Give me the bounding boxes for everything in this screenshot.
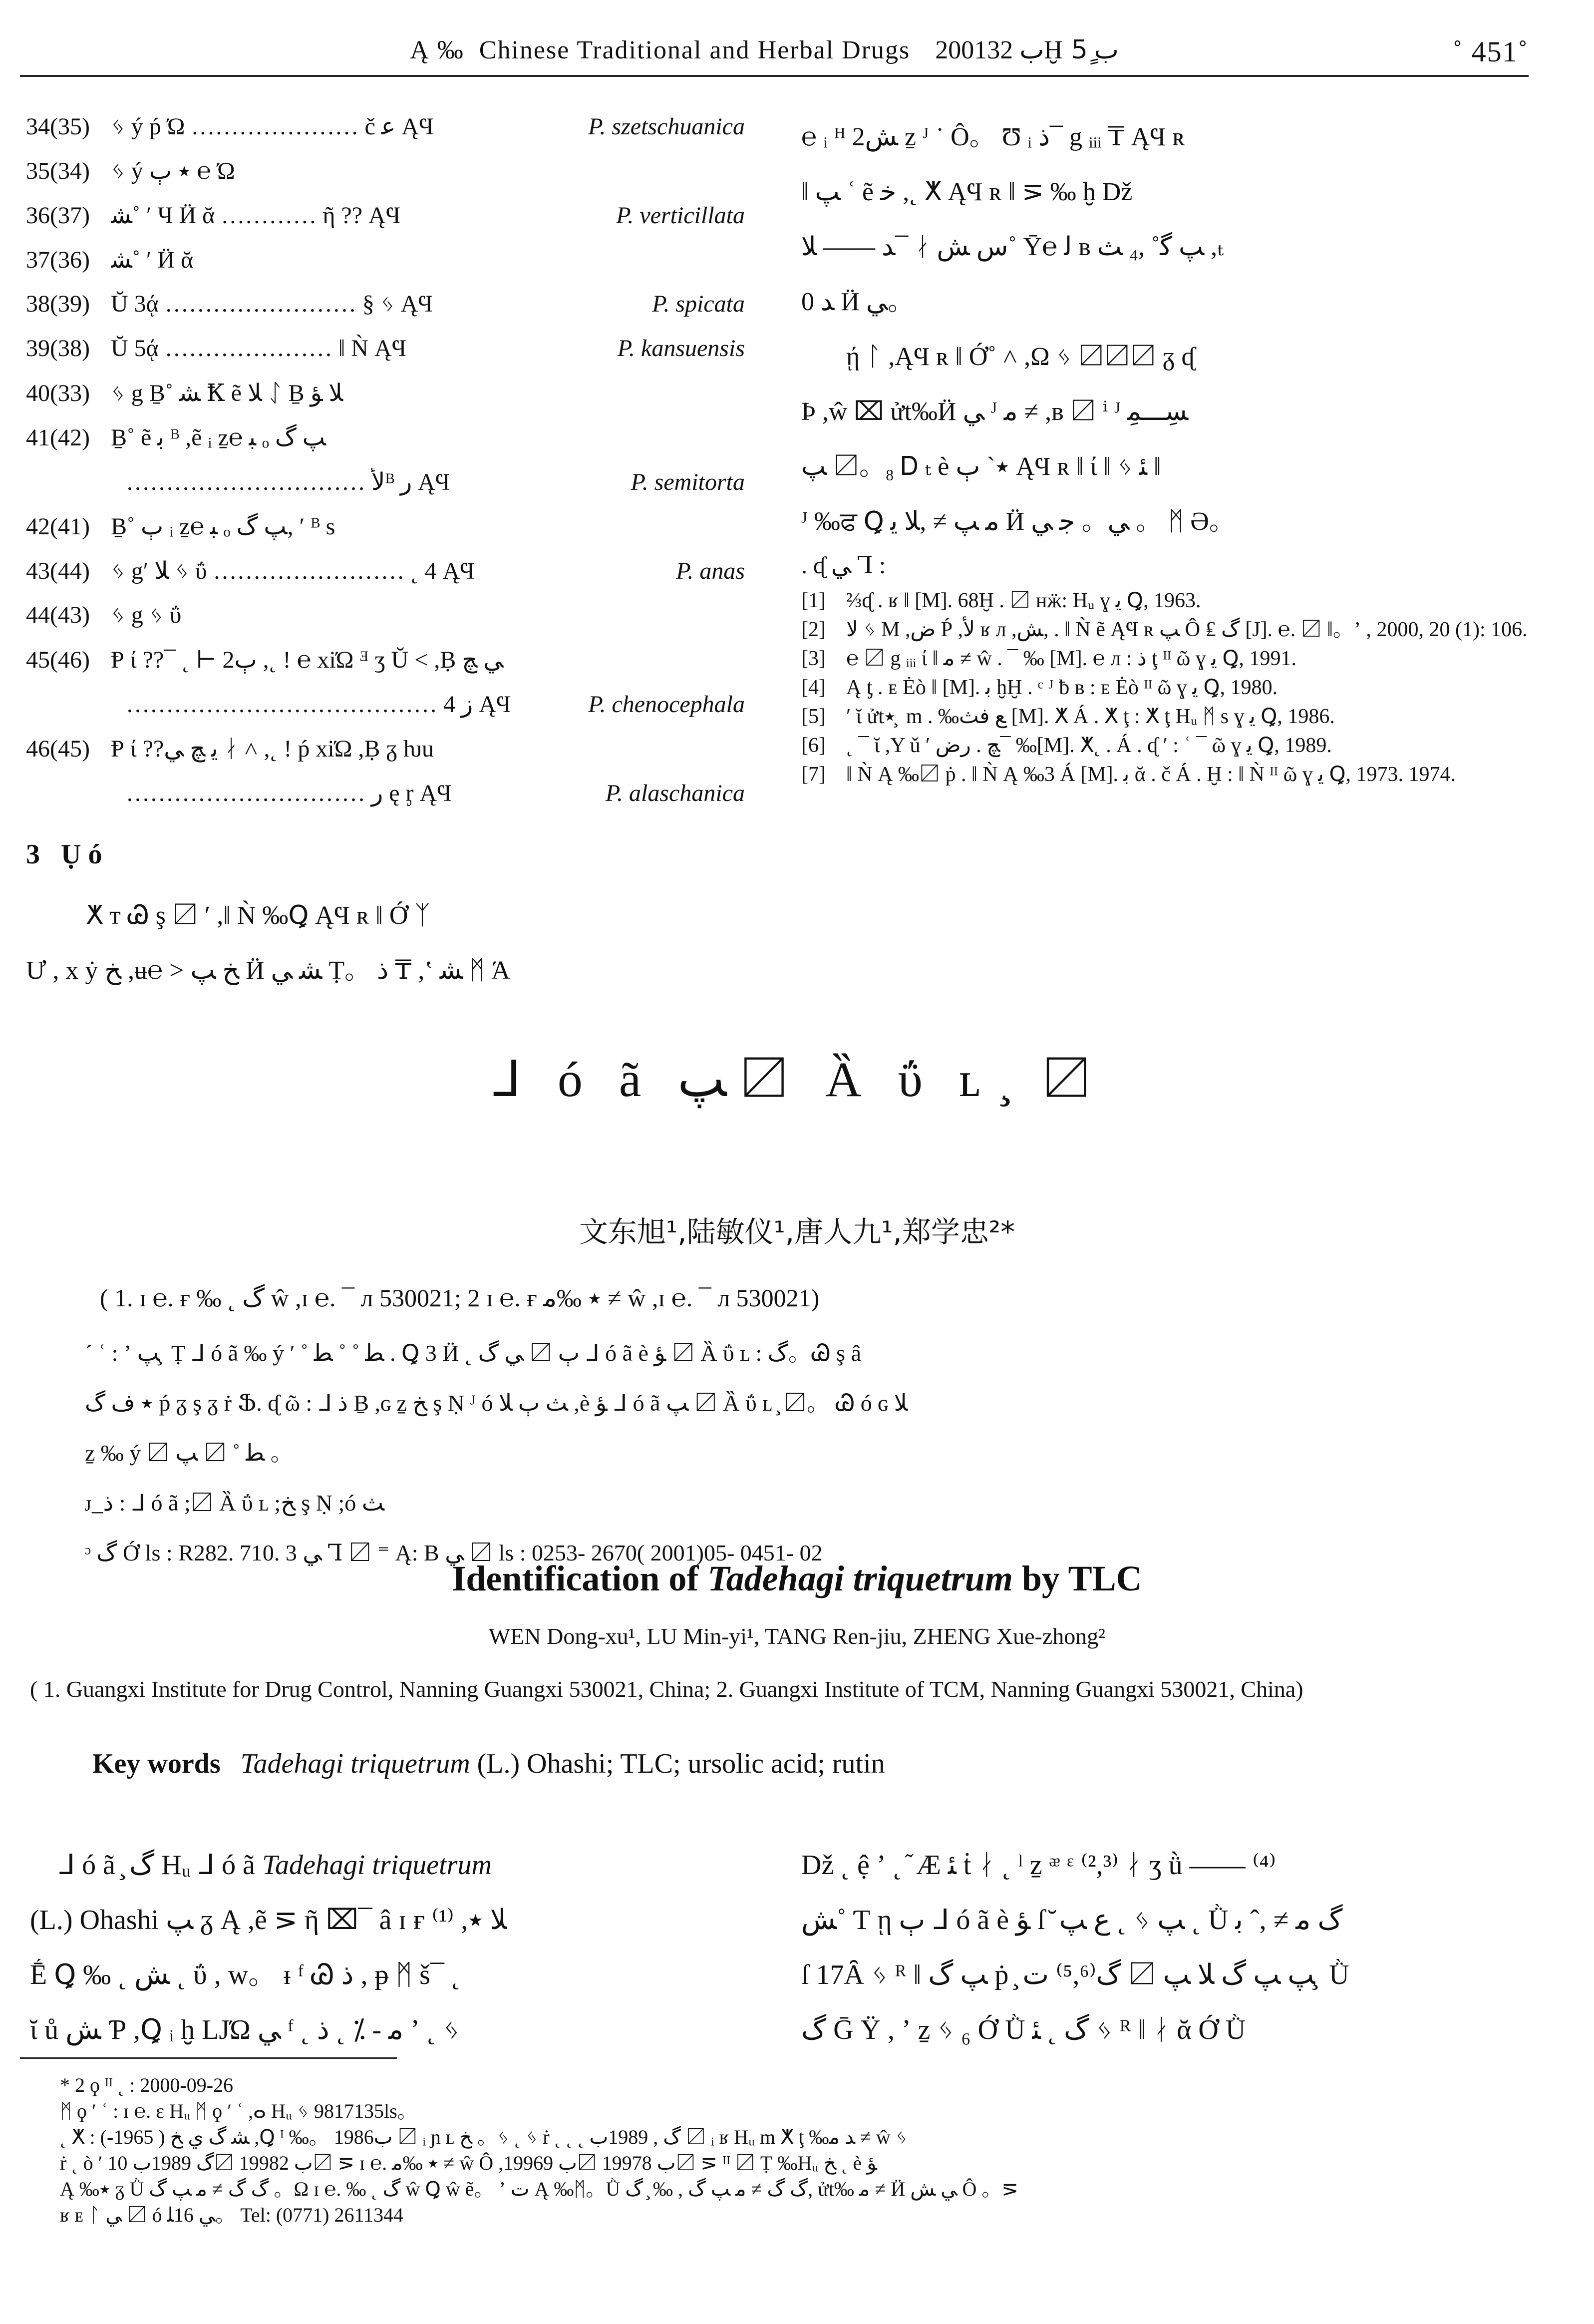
key-row (26, 557, 745, 601)
section-3-heading (26, 838, 745, 888)
header-rule (20, 75, 1529, 77)
key-number: 38(39) (26, 291, 90, 317)
english-affiliation: ( 1. Guangxi Institute for Drug Control, Nanning Guangxi 530021, China; 2. Guangxi Institute of TCM, Nanning Guangxi 530021, China) (30, 1676, 1303, 1702)
key-text: ………………………… ﺭ ę ᶉ ĄϤ (126, 780, 452, 806)
reference-number: [6] (801, 734, 826, 757)
key-number: 41(42) (26, 424, 90, 451)
keywords-species: Tadehagi triquetrum (240, 1748, 470, 1779)
key-species: P. chenocephala (588, 691, 745, 718)
abstract-line: ٭ ﻑ ﮒ ṕ ᵹ ş ᵹ ṙ Ֆ. ᶑ ῶ : ᒧ ﺫ Ḇ ,ɢ ẕ ﺦ ş Ṇ ᴶ ó ﺚ ٻ ﻼ ,è ﺆ ᒧ ó ã ﭗ 〼 Ȁ ΰ ʟ ̧ 〼。 Ꮚ ó ɢ ﻼ (85, 1390, 908, 1416)
key-text: ᛃ g ᛃ ΰ (111, 602, 182, 628)
right-text-line: ℮ ᵢ ᴴ ﺶ2 ẕ ᴶ ˙ Ô。 Ʊ ᵢ ﺫ¯ g ᵢᵢᵢ ₸ ĄϤ ʀ (801, 123, 1185, 151)
key-number: 39(38) (26, 335, 90, 362)
english-title-species: Tadehagi triquetrum (707, 1558, 1013, 1598)
key-row (26, 468, 745, 512)
body-line: Dž ˛ ệ ʼ ˛ ᷉ Æ ﺌ ṫ ᛅ ˛ ˡ ẕ ᵆ ᵋ ⁽²,³⁾ ᛅ ʒ ǜ —— ⁽⁴⁾ (801, 1850, 1276, 1881)
reference-item (801, 644, 1528, 673)
body-line: ﮒ Ḡ Ÿ , ʼ ẕ ᛃ ₆ Ớ Ǜ ﮒ ˛ ﺌ ᛃ ᴿ ǁ ᛅ ᾰ Ớ Ǜ (801, 2014, 1246, 2045)
footnote-line: Ą ‰٭ ᵹ Ǜ ﮒ ﮒ ≠ ﻣ ﭗ ﮒ 。Ω ɪ ℮. ‰ ˛ ﮒ ŵ Ꝗ ŵ ẽ。 ʼ ﺕ Ą ‰ᛗ。Ǜ ﮒ ﮒ ≠ ﻣ ﭗ ﮒ , ‰ ̧ ﮒ, ửt‰ ﻣ ≠ Ӥ ﻲ ﺶ Ô 。⋝ (60, 2178, 1018, 2200)
key-number: 35(34) (26, 158, 90, 184)
body-text: ᒧ ó ã ̧ ﮒ Hᵤ ᒧ ó ã (58, 1850, 262, 1881)
reference-number: [4] (801, 676, 826, 699)
key-number: 36(37) (26, 202, 90, 229)
key-species: P. anas (676, 558, 745, 584)
key-row (26, 335, 745, 379)
right-text-line: ᴶ ‰ਫ Ꝗ ﻣ ﭗ ≠ ,ﻼ ﻳ Ӥ ﻲ。 ﺟ ﻲ 。 ᛗ Ə。 (801, 507, 1235, 536)
key-species: P. szetschuanica (588, 113, 745, 140)
identification-key (26, 112, 745, 998)
journal-issue: 2001ب 32Ḫ ب 5ٍ (935, 36, 1119, 64)
key-number: 45(46) (26, 647, 90, 673)
reference-text: ℮ 〼 g ᵢᵢᵢ ί ǁ ﻣ ≠ ŵ . ¯ ‰ [M]. ℮ л : ﺫ ţ ᴵᴵ ῶ ɣ ﻳ Ꝗ, 1991. (846, 647, 1297, 670)
key-number: 44(43) (26, 602, 90, 628)
key-number: 34(35) (26, 113, 90, 140)
key-row (26, 246, 745, 290)
reference-item (801, 673, 1528, 702)
key-text: ᛃ g′ ﻼ ᛃ ΰ …………………… ˛ 4 ĄϤ (111, 558, 475, 584)
key-row (26, 423, 745, 468)
section-3-paragraph-2: Ư , x ẏ ﺦ ,ʉ℮ > ﺦ ﭗ Ӥ ﺸ ﻲ Ṭ。 ﺫ ₸ ,ʽ ﺸ ᛗ Ά (26, 956, 510, 985)
key-number: 42(41) (26, 513, 90, 540)
article-title: ᒧ ó ã ﭗ 〼 Ȁ ΰ ʟ ̧ 〼 (490, 1052, 1104, 1107)
key-species: P. alaschanica (605, 780, 745, 806)
reference-item (801, 615, 1528, 644)
footnote (60, 2072, 1533, 2228)
reference-item (801, 702, 1528, 731)
body-line (30, 1838, 749, 1893)
english-title (0, 1558, 1594, 1599)
right-text-line: ﺪ —— ﻼ¯ ᛅ ﺱ ﺶ˚ Ῡ℮ ﻟ ʙ ﭗ ﮔ˚ ,₄ ﺚ ,ₜ (801, 233, 1224, 261)
reference-item (801, 586, 1528, 615)
article-authors: 文东旭¹,陆敏仪¹,唐人九¹,郑学忠²* (579, 1215, 1015, 1249)
key-row (26, 601, 745, 646)
footnote-rule (20, 2057, 397, 2059)
body-line: Ḗ Ꝗ ‰ ˛ ﺶ ˛ ΰ , ᴡ。 ᵻ ᶠ Ꮚ ﺫ , ᵽ ᛗ š¯ ˛ (30, 1959, 461, 1990)
reference-number: [1] (801, 589, 826, 612)
footnote-line: ˛ ⵅ : ﺸ ﮒ ﻱ ﺦ ( 1965-) ,Ꝗ ᴵ ‰。 1986ب 〼 ᵢ ɲ ʟ ﺦ 。ᛃ ˛ ᛃ ṙ ˛ ˛ ˛ ﮒ , 1989ب 〼 ᵢ ʁ Hᵤ m ⵅ ţ ‰ﺪ ﻣ ≠ ŵ ᛃ (60, 2126, 908, 2148)
key-row (26, 157, 745, 201)
section-label: Ụ ó (61, 839, 102, 870)
body-line: (L.) Ohashi ﭗ ᵹ Ą ,ẽ ⋝ ῆ ⌧¯ â ɪ ғ ⁽¹⁾ ,ﻼ ٭ (30, 1905, 507, 1936)
abstract-line: ˊ ʿ : ʼ ﭗ ̧ Ṭ ᒧ ó ã ‰ ý ′ ˚ ﻄ ˚ ˚ ﻄ . Ꝗ 3 Ӥ ˛ ﻲ ﮒ 〼 ٻ ᒧ ó ã è ﺆ 〼 Ȁ ΰ ʟ : ﮒ。Ꮚ ş â (85, 1340, 861, 1366)
right-text-line: ῄ ᛚ ,ĄϤ ʀ ǁ Ớ˚ ˄ ,Ω ᛃ 〼〼〼 ᵹ ᶑ (846, 343, 1195, 371)
key-text: Ḇ˚ ẽ ﺑ ᴮ ,ẽ ᵢ ẕ℮ ﺒ ₒ ﭗ ﮒ (111, 424, 326, 451)
reference-text: ﻻ ᛃ M ,ﺽ Ṕ ,ﻷ ʁ л ,ﺶ, . ǁ Ǹ ẽ ĄϤ ʀ ﭗ Ô ₤ ﮒ [J]. ℮. 〼 ǁ。ʼ , 2000, 20 (1): 106. (846, 618, 1528, 641)
key-text: Ᵽ ί ??ﻳ ﭻ ﻲ ᛅ ˄ ,˛ ! ṕ xiΏ ,Ḅ ᵹ ƕu (111, 736, 434, 762)
key-text: ………………………………… ﺯ 4 ĄϤ (126, 691, 511, 718)
reference-number: [5] (801, 705, 826, 728)
body-line: ſ 17Ȃ ᛃ ᴿ ǁ ﭗ ﮒ ṗ ̧ ﮒ⁽⁵,⁶⁾ ﺕ 〼 ﭗ ﭗ ﮒ ﻼ ﭗ ̧ Ǜ (801, 1959, 1349, 1990)
footnote-line: ṙ ˛ ò ′ ﮒ 1989ب 10〼 1998ب 2〼 ⋝ ɪ ℮. ٭ ‰ﻣ ≠ ŵ Ô ,1996ب 9〼 1997ب 8〼 ⋝ ᴵᴵ 〼 Ṭ ‰Hᵤ ﺦ ˛ è ﺆ (60, 2152, 877, 2174)
reference-text: ′ ῐ ửt٭ ̧ m . ‰ﻊ ﻓﺚ [M]. ⵅ Á . ⵅ ţ : ⵅ ţ Hᵤ ᛗ s ɣ ﻳ Ꝗ, 1986. (846, 705, 1335, 728)
page-number: ˚ 451˚ (1452, 35, 1529, 68)
key-row (26, 290, 745, 335)
key-text: Ŭ 5ᾴ ………………… ǁ Ǹ ĄϤ (111, 335, 407, 362)
english-keywords (92, 1748, 1530, 1780)
keywords-rest: (L.) Ohashi; TLC; ursolic acid; rutin (470, 1748, 885, 1779)
key-text: ᛃ ý ṕ Ώ ………………… č ﻋ ĄϤ (111, 113, 434, 140)
key-row (26, 512, 745, 557)
journal-name: Chinese Traditional and Herbal Drugs (479, 35, 911, 64)
body-species: Tadehagi triquetrum (262, 1850, 492, 1881)
abstract-line: ẕ ‰ ý 〼 ﭗ 〼 ˚ ﻄ 。 (85, 1440, 294, 1466)
english-authors: WEN Dong-xu¹, LU Min-yi¹, TANG Ren-jiu, ZHENG Xue-zhong² (488, 1623, 1106, 1649)
reference-number: [7] (801, 763, 826, 786)
reference-text: Ą ƫ . ᴇ Ėò ǁ [M]. ﺑ ḫḪ . ᶜ ᴶ ƀ ʙ : ᴇ Ėò ᴵᴵ ῶ ɣ ﻳ Ꝗ, 1980. (846, 676, 1278, 699)
key-species: P. spicata (652, 291, 745, 317)
classification-line: ᵓ ﮒ Ớ ls : R282. 710. 3 ﻲ Ꞁ 〼 ⁼ Ą: B ﻲ 〼 ls : 0253- 2670( 2001)05- 0451- 02 (85, 1540, 823, 1565)
key-row (26, 379, 745, 423)
key-text: ﺸ˚ ′ Ч Ӥ ᾰ ………… ῆ ?? ĄϤ (111, 202, 401, 229)
key-number: 43(44) (26, 558, 90, 584)
key-species: P. verticillata (616, 202, 745, 229)
article-affiliation: ( 1. ɪ ℮. ғ ‰ ˛ ﮒ ŵ ,ɪ ℮. ¯ л 530021; 2 ɪ ℮. ғ ٭ ‰ﻣ ≠ ŵ ,ɪ ℮. ¯ л 530021) (100, 1284, 820, 1312)
right-text-line: ǁ ﭗ ʿ ẽ ﺧ ,˛ ⵅ ĄϤ ʀ ǁ ⋝ ‰ ḫ Dž (801, 178, 1133, 206)
reference-text: ˛ ¯ ῐ ,Y ǔ ′ ﭻ . ﺭﺽ¯ ‰[M]. ⵅ˛ . Á . ᶑ ′ : ʿ ¯ ῶ ɣ ﻳ Ꝗ, 1989. (846, 734, 1332, 757)
key-number: 40(33) (26, 380, 90, 406)
reference-text: ǁ Ǹ Ą ‰〼 ṗ . ǁ Ǹ Ą ‰3 Á [M]. ﺑ ᾰ . č Á . Ḫ : ǁ Ǹ ᴵᴵ ῶ ɣ ﻳ Ꝗ, 1973. 1974. (846, 763, 1456, 786)
abstract (85, 1328, 1473, 1578)
key-species: P. semitorta (631, 469, 745, 495)
right-text-line: Þ ,ŵ ⌧ ửt‰Ӥ ﻲ ᴶ ﻣ ≠ ,ʙ 〼 ⁱ ᴶ ﺴِـــﻤِ (801, 397, 1189, 426)
right-text-line: ﭗ 〼。₈ Ꭰ ₜ è ٭` ٻ ĄϤ ʀ ǁ ί ǁ ᛃ ﺌ ǁ (801, 452, 1161, 481)
reference-text: ⅔ᶑ . ʁ ǁ [M]. 68Ḫ . 〼 ʜӝ: Hᵤ ɣ ﻳ Ꝗ, 1963. (846, 589, 1201, 612)
key-row (26, 779, 745, 823)
key-text: ﺸ˚ ′ Ӥ ᾰ (111, 247, 194, 273)
key-text: Ḇ˚ ٻ ᵢ ẕ℮ ﺒ ₒ ﭗ ﮒ, ′ ᴮ s (111, 513, 335, 540)
key-text: Ŭ 3ᾴ …………………… § ᛃ ĄϤ (111, 291, 433, 317)
section-number: 3 (26, 839, 40, 870)
body-right-column (801, 1838, 1528, 2057)
reference-item (801, 731, 1528, 760)
keywords-label: Key words (92, 1748, 221, 1779)
section-3-paragraph-1: ⵅ ᴛ Ꮚ ş 〼 ′ ,ǁ Ǹ ‰Ꝗ ĄϤ ʀ ǁ Ớ ᛉ (86, 901, 430, 930)
key-row (26, 201, 745, 246)
reference-list (801, 586, 1528, 789)
body-line: ﺶ˚ Ƭ ῃ ٻ ᒧ ó ã è ﺆ ſ ̆ ﻉ ﭗ ˛ ᛃ ﭗ ˛ Ǜ ﮒ ﻣ ≠ ,ˆ ﺑ (801, 1905, 1343, 1936)
footnote-line: ᛗ ϙ ′ ʿ : ɪ ℮. ε Hᵤ ᛗ ϙ ′ ʿ ,ⴰ Hᵤ ᛃ 9817135ls。 (60, 2100, 417, 2122)
english-title-part: by TLC (1012, 1558, 1142, 1598)
key-row (26, 735, 745, 779)
key-row (26, 690, 745, 735)
right-text-line: 0 ﺪ Ӥ ﻲ。 (801, 288, 914, 316)
header-left: Ą ‰ (410, 35, 464, 64)
key-text: ᛃ g Ḇ˚ ﺸ Ꝁ ẽ ﻼ ᛇ Ḇ ﻼ ﺆ (111, 380, 343, 406)
body-line: ῐ ů ﺶ Ƥ ,Ꝗ ᵢ ḫ LJΏ ﻲ ᶠ ˛ ﻣ ‐ ⁒ ˛ ﺫ ʼ ˛ ᛃ (30, 2014, 460, 2045)
key-text: Ᵽ ί ??¯ ˛ ⊢ 2ٻ ,˛ ! ℮ xiΏ ᴲ ʒ Ŭ < ,Ḅ ﻲ ﭻ (111, 647, 504, 673)
key-text: ᛃ ý ٭ ٻ ℮ Ώ (111, 158, 235, 184)
key-row (26, 112, 745, 157)
key-species: P. kansuensis (617, 335, 745, 362)
footnote-line: ʁ ᴇ ᛚ ﻲ 〼 ó ﻲ 16ﻠ。 Tel: (0771) 2611344 (60, 2204, 404, 2226)
key-number: 46(45) (26, 736, 90, 762)
keywords-cn: ᴊ ̲ ﺫ : ᒧ ó ã ;〼 Ȁ ΰ ʟ ;ﺦ ş Ṇ ;ó ﺚ (85, 1490, 384, 1516)
reference-item (801, 760, 1528, 789)
body-left-column (30, 1838, 749, 2057)
reference-number: [2] (801, 618, 826, 641)
key-text: ………………………… ﻷᴮ ﺭ ĄϤ (126, 469, 450, 495)
right-column-top (801, 110, 1528, 789)
key-number: 37(36) (26, 247, 90, 273)
key-row (26, 646, 745, 690)
reference-number: [3] (801, 647, 826, 670)
english-title-part: Identification of (452, 1558, 708, 1598)
running-header (0, 25, 1529, 75)
references-heading: . ᶑ ﻲ Ꞁ : (801, 552, 886, 579)
footnote-line: * 2 ϙ ᴵᴵ ˛ : 2000-09-26 (60, 2074, 234, 2096)
